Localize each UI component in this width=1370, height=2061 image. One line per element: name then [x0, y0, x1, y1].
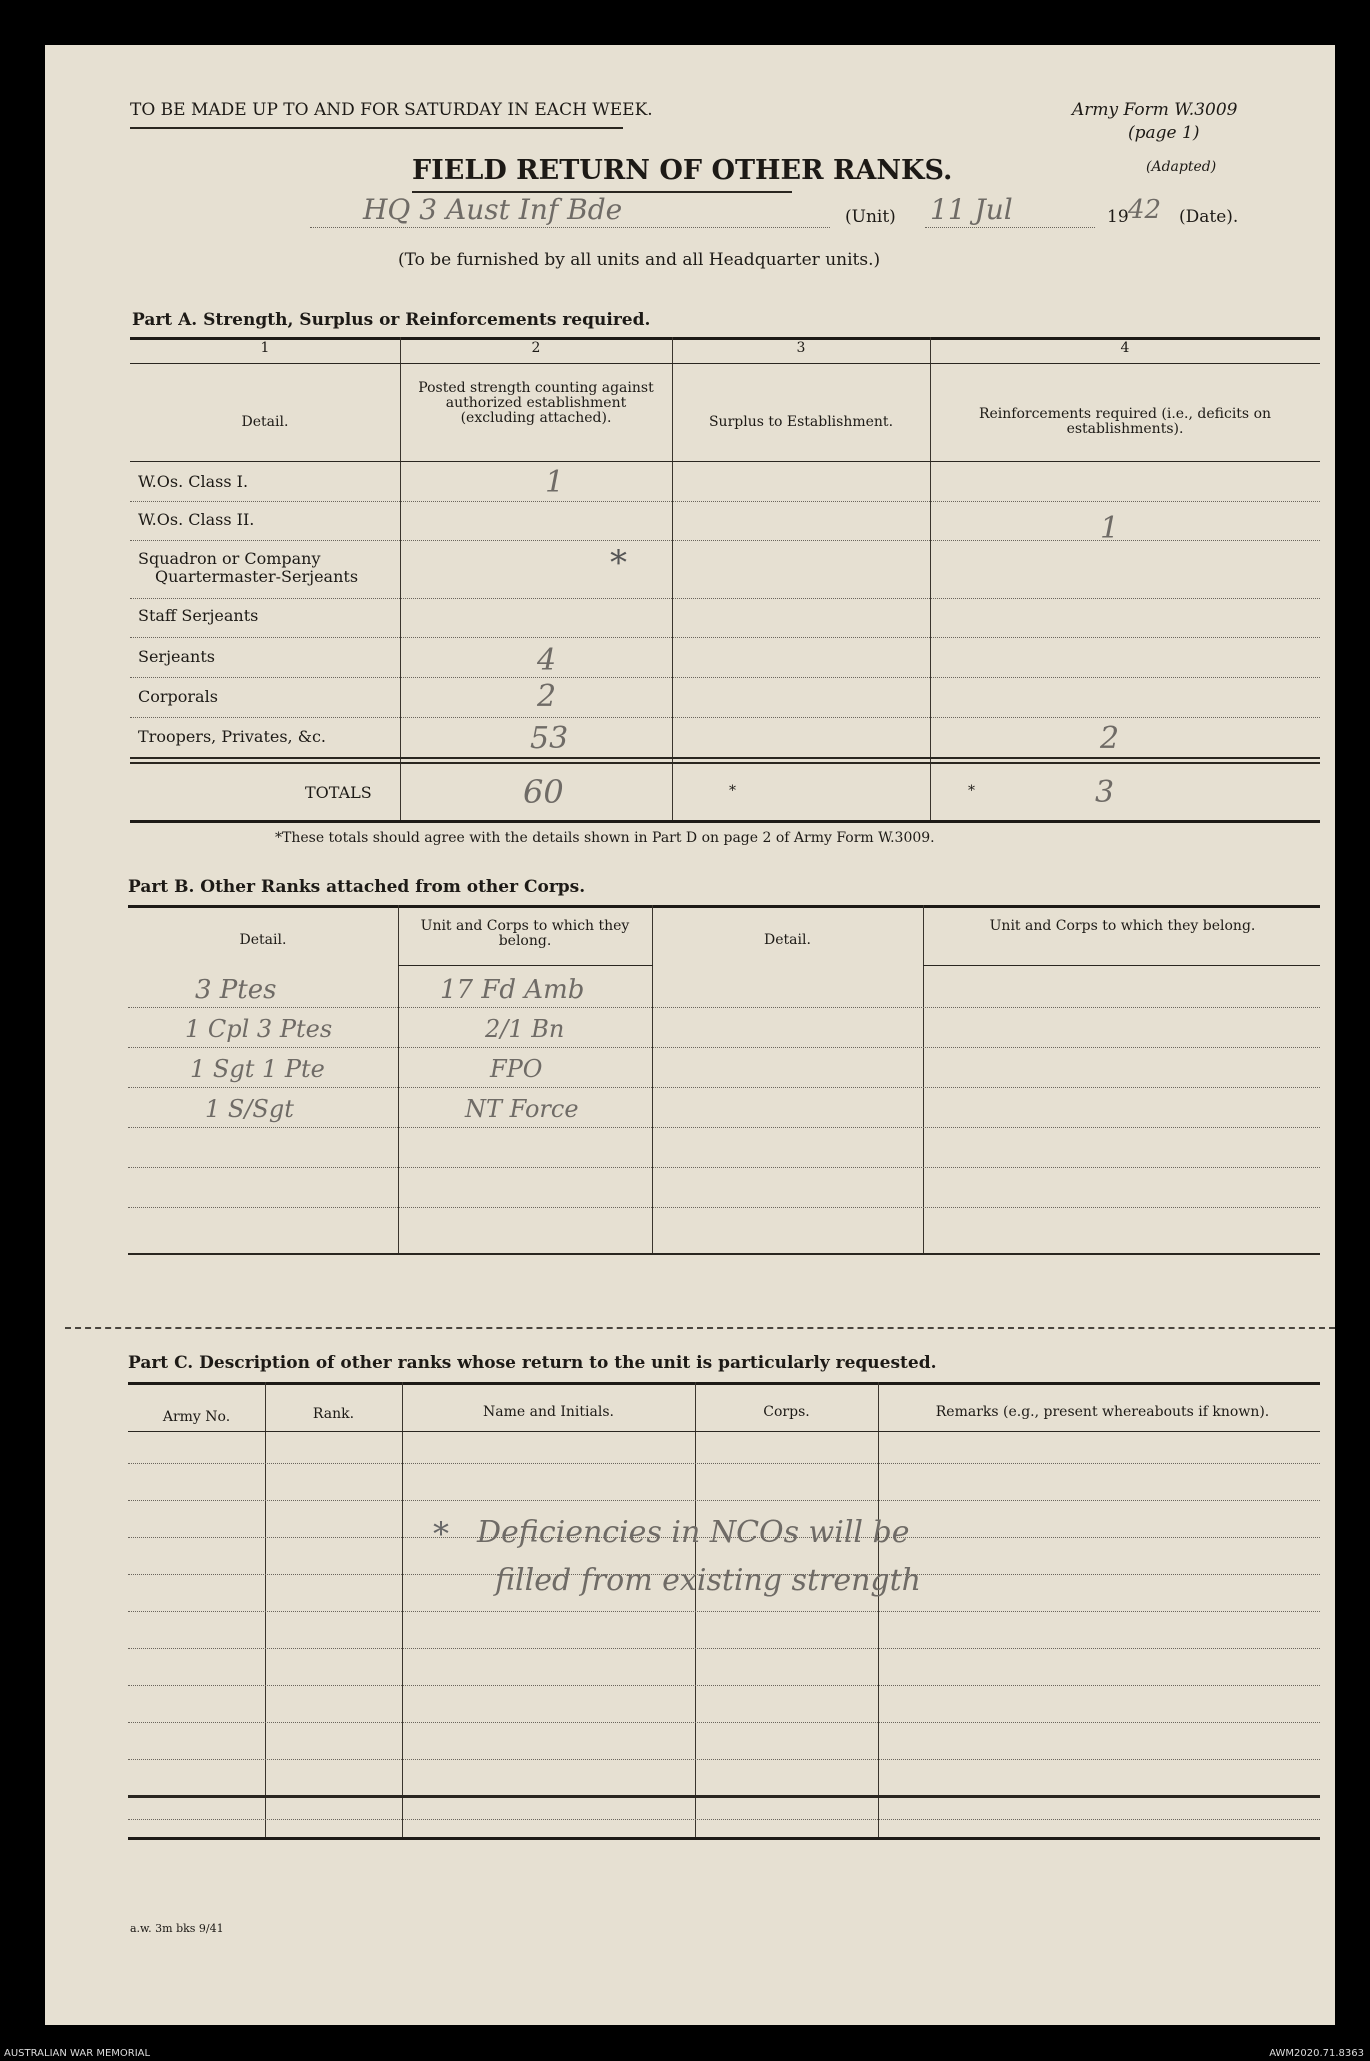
form-page: (page 1) [1128, 123, 1200, 143]
furnished-note: (To be furnished by all units and all Headquarter units.) [398, 250, 881, 270]
part-b-col-header: Unit and Corps to which they belong. [989, 918, 1256, 934]
part-c-col-header: Rank. [312, 1406, 355, 1422]
top-instruction-underline [130, 127, 623, 129]
part-b-col-header: Unit and Corps to which they belong. [420, 918, 630, 949]
part-b-row-rule [128, 1207, 1320, 1208]
part-a-row-reinf: 1 [1100, 511, 1120, 546]
part-c-col-divider [265, 1382, 266, 1837]
archive-id: AWM2020.71.8363 [1269, 2048, 1364, 2059]
date-dotted-line [925, 227, 1095, 228]
part-a-col-number: 1 [260, 340, 270, 356]
part-a-row-posted: 4 [537, 643, 557, 678]
part-b-row-detail: 1 Sgt 1 Pte [190, 1055, 325, 1083]
totals-surplus-mark: * [729, 783, 736, 799]
part-a-rule [130, 757, 1320, 759]
part-c-row-rule [128, 1759, 1320, 1760]
part-a-row-detail: W.Os. Class I. [138, 472, 249, 491]
part-a-col-header: Posted strength counting against authorized establishment (excluding attached). [418, 380, 654, 426]
part-b-row-rule [128, 1047, 1320, 1048]
form-name: Army Form W.3009 [1072, 100, 1238, 120]
unit-dotted-line [310, 227, 830, 228]
part-a-row-posted: * [610, 543, 627, 583]
part-c-row-rule [128, 1611, 1320, 1612]
part-c-col-header: Remarks (e.g., present whereabouts if known). [935, 1404, 1270, 1420]
part-c-bottom-rule [128, 1837, 1320, 1840]
totals-label: TOTALS [305, 783, 372, 802]
perforation-line [65, 1327, 1335, 1329]
part-c-row-rule [128, 1722, 1320, 1723]
part-c-top-rule [128, 1382, 1320, 1385]
part-a-row-detail: Squadron or Company [138, 549, 321, 568]
part-a-row-posted: 1 [545, 465, 565, 500]
part-c-col-divider [878, 1382, 879, 1837]
part-c-heading: Part C. Description of other ranks whose return to the unit is particularly requested. [128, 1353, 937, 1373]
part-a-heading: Part A. Strength, Surplus or Reinforcements required. [132, 310, 651, 330]
part-c-col-divider [402, 1382, 403, 1837]
part-c-col-divider [695, 1382, 696, 1837]
part-a-col-divider [930, 337, 931, 820]
part-c-row-rule [128, 1685, 1320, 1686]
printer-mark: a.w. 3m bks 9/41 [130, 1922, 224, 1935]
part-b-row-rule [128, 1167, 1320, 1168]
part-c-col-header: Army No. [162, 1409, 231, 1425]
part-a-col-divider [672, 337, 673, 820]
part-a-row-detail: Staff Serjeants [138, 606, 259, 625]
part-b-col-divider [652, 905, 653, 1253]
part-a-row-detail: Troopers, Privates, &c. [138, 727, 327, 746]
part-a-row-posted: 53 [530, 721, 569, 756]
part-a-row-rule [130, 598, 1320, 599]
part-b-row-detail: 1 Cpl 3 Ptes [185, 1015, 333, 1043]
part-a-row-detail: Corporals [138, 687, 218, 706]
unit-value: HQ 3 Aust Inf Bde [363, 193, 623, 226]
part-a-row-rule [130, 540, 1320, 541]
part-a-row-posted: 2 [537, 679, 557, 714]
part-a-row-rule [130, 501, 1320, 502]
part-c-row-rule [128, 1648, 1320, 1649]
part-a-col-number: 2 [531, 340, 541, 356]
part-b-row-detail: 3 Ptes [195, 975, 277, 1005]
part-c-rule [128, 1431, 1320, 1432]
part-a-row-detail-line2: Quartermaster-Serjeants [155, 567, 359, 586]
part-b-row-unit: 2/1 Bn [485, 1015, 565, 1043]
date-label: (Date). [1179, 207, 1239, 227]
part-a-row-rule [130, 677, 1320, 678]
part-a-footnote: *These totals should agree with the details shown in Part D on page 2 of Army Form W.3009. [275, 830, 935, 846]
part-a-top-rule [130, 337, 1320, 340]
part-b-row-unit: NT Force [465, 1095, 579, 1123]
part-b-heading: Part B. Other Ranks attached from other Corps. [128, 877, 586, 897]
part-b-row-rule [128, 1087, 1320, 1088]
part-b-rule [398, 965, 653, 966]
part-b-top-rule [128, 905, 1320, 908]
part-c-row-rule [128, 1819, 1320, 1820]
part-a-row-reinf: 2 [1100, 721, 1120, 756]
totals-reinf-mark: * [968, 783, 975, 799]
date-value: 11 Jul [930, 193, 1013, 226]
part-b-col-divider [398, 905, 399, 1253]
year-value: 42 [1128, 195, 1162, 225]
part-a-col-number: 3 [796, 340, 806, 356]
part-a-col-divider [400, 337, 401, 820]
part-b-col-header: Detail. [764, 932, 811, 948]
part-b-row-rule [128, 1007, 1320, 1008]
page-title: FIELD RETURN OF OTHER RANKS. [412, 155, 953, 186]
part-a-row-rule [130, 717, 1320, 718]
adapted-note: (Adapted) [1146, 159, 1217, 175]
part-b-row-unit: 17 Fd Amb [440, 975, 585, 1005]
part-b-row-unit: FPO [490, 1055, 543, 1083]
part-c-row-rule [128, 1500, 1320, 1501]
part-a-row-detail: W.Os. Class II. [138, 510, 255, 529]
part-b-rule [923, 965, 1320, 966]
part-a-col-header: Surplus to Establishment. [708, 414, 894, 430]
totals-reinf: 3 [1095, 775, 1115, 810]
archive-credit: AUSTRALIAN WAR MEMORIAL [4, 2048, 151, 2059]
year-prefix: 19 [1107, 207, 1129, 227]
part-c-note-mark: * [433, 1515, 449, 1553]
part-a-col-number: 4 [1120, 340, 1130, 356]
part-a-row-detail: Serjeants [138, 647, 215, 666]
part-b-bottom-rule [128, 1253, 1320, 1255]
part-a-row-rule [130, 637, 1320, 638]
part-a-bottom-rule [130, 820, 1320, 823]
part-a-col-header: Detail. [241, 414, 289, 430]
part-b-row-rule [128, 1127, 1320, 1128]
part-c-rule [128, 1795, 1320, 1798]
form-sheet [45, 45, 1335, 2025]
part-a-rule [130, 363, 1320, 364]
part-a-col-header: Reinforcements required (i.e., deficits on establishments). [978, 406, 1272, 437]
part-c-note-line2: filled from existing strength [495, 1563, 922, 1598]
part-a-rule [130, 461, 1320, 462]
part-b-col-divider [923, 905, 924, 1253]
totals-posted: 60 [523, 773, 564, 811]
part-c-row-rule [128, 1463, 1320, 1464]
top-instruction: TO BE MADE UP TO AND FOR SATURDAY IN EACH WEEK. [130, 100, 653, 120]
part-b-row-detail: 1 S/Sgt [205, 1095, 294, 1123]
part-c-col-header: Name and Initials. [483, 1404, 614, 1420]
part-c-col-header: Corps. [763, 1404, 810, 1420]
part-c-note-line1: Deficiencies in NCOs will be [477, 1515, 910, 1550]
unit-label: (Unit) [845, 207, 896, 227]
part-a-rule [130, 762, 1320, 764]
part-b-col-header: Detail. [239, 932, 287, 948]
